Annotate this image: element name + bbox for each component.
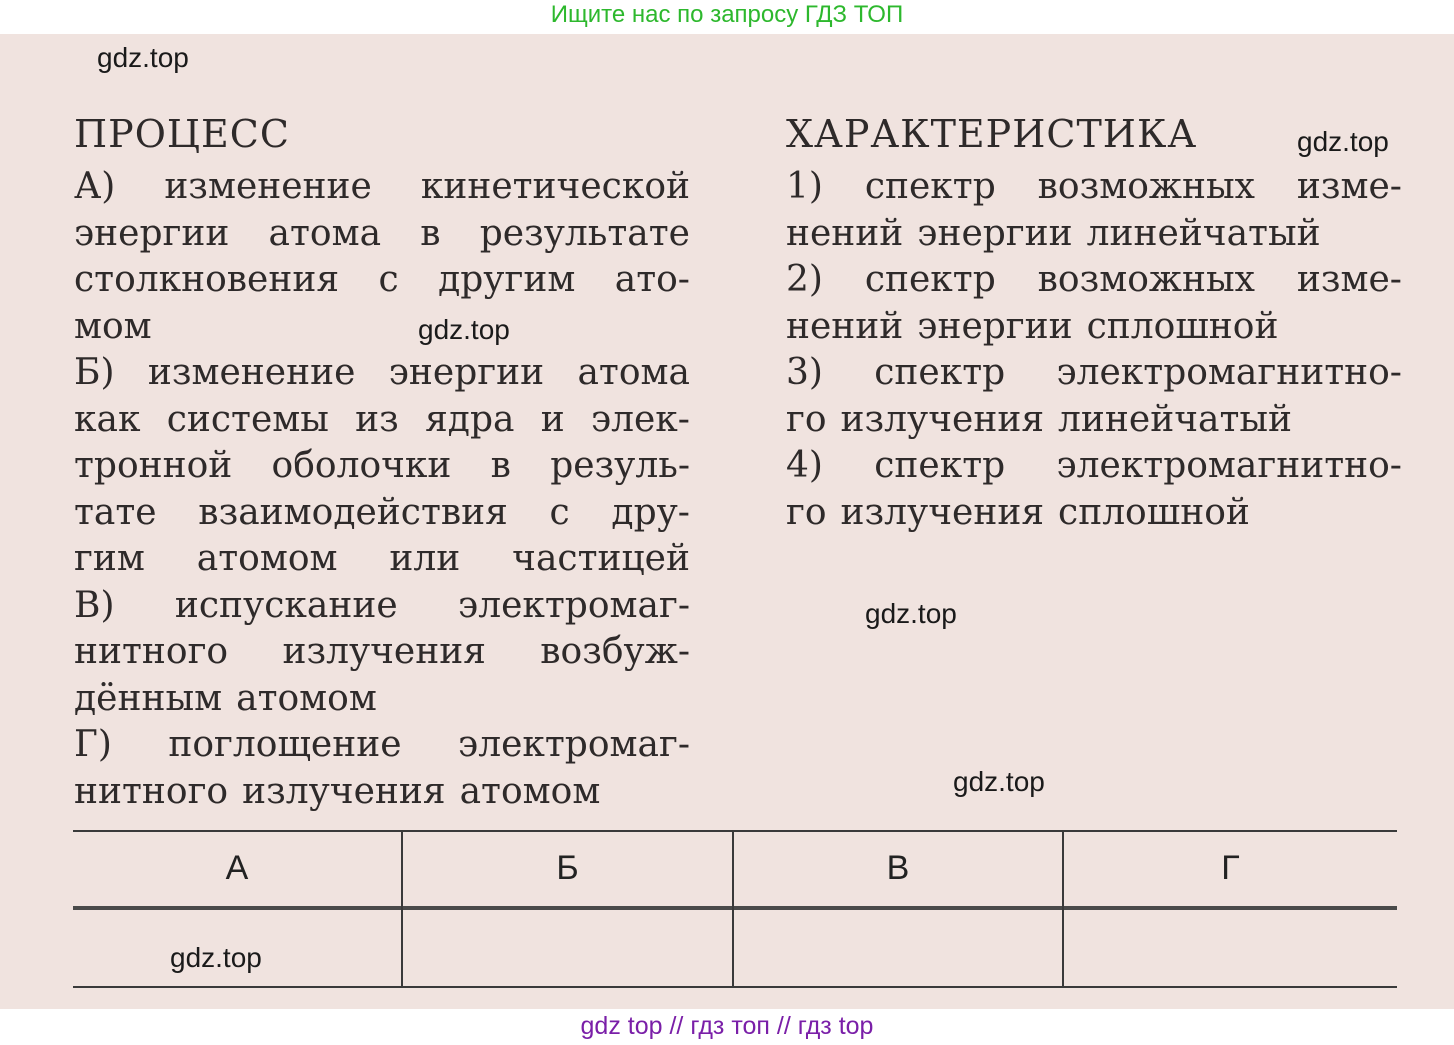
characteristic-word: возможных [1037, 259, 1255, 300]
characteristic-word: линейчатый [1086, 212, 1321, 254]
process-line [74, 164, 690, 211]
process-line [74, 350, 690, 397]
top-banner [0, 0, 1454, 34]
process-line [74, 211, 690, 258]
watermark: gdz.top [1297, 126, 1389, 157]
characteristic-column [786, 104, 1402, 536]
watermark: gdz.top [865, 598, 957, 629]
process-word: с [378, 259, 399, 300]
characteristic-line [786, 164, 1402, 211]
characteristic-line [786, 397, 1402, 444]
answer-cell-v[interactable] [734, 910, 1062, 986]
process-word: тронной [74, 445, 233, 486]
table-header-a: А [225, 848, 249, 887]
answer-table [73, 830, 1397, 988]
process-word: атома [268, 212, 382, 254]
characteristic-word: го [786, 398, 827, 440]
process-line [74, 257, 690, 304]
characteristic-header: ХАРАКТЕРИСТИКА [786, 112, 1198, 156]
characteristic-word: спектр [874, 352, 1006, 393]
watermark: gdz.top [170, 942, 262, 973]
process-text [74, 164, 690, 815]
characteristic-word: нений [786, 212, 904, 254]
process-word: взаимодействия [198, 491, 508, 533]
process-word: Б) [74, 352, 115, 393]
process-word: дру- [611, 491, 690, 533]
process-word: атомом [236, 677, 377, 719]
process-line [74, 769, 690, 816]
characteristic-word: 3) [786, 352, 823, 393]
process-word: поглощение [168, 724, 402, 765]
bottom-banner [0, 1009, 1454, 1045]
characteristic-word: изме- [1296, 259, 1402, 300]
answer-cell-g[interactable] [1064, 910, 1397, 986]
characteristic-word: энергии [917, 212, 1073, 254]
table-header-v: В [886, 848, 910, 887]
process-word: оболочки [271, 445, 452, 486]
process-word: В) [74, 584, 115, 626]
process-word: резуль- [550, 445, 690, 486]
process-line [74, 536, 690, 583]
process-word: кинетической [420, 166, 690, 207]
characteristic-word: 2) [786, 259, 823, 300]
process-word: и [540, 398, 565, 440]
process-word: ядра [425, 398, 515, 440]
process-word: Г) [74, 724, 112, 765]
process-word: атомом [459, 770, 601, 812]
process-word: атомом [196, 538, 338, 579]
process-word: энергии [74, 212, 230, 254]
table-header-g: Г [1221, 848, 1240, 887]
watermark: gdz.top [97, 42, 189, 73]
process-line [74, 722, 690, 769]
characteristic-word: 4) [786, 445, 823, 486]
characteristic-word: энергии [917, 305, 1073, 347]
characteristic-word: линейчатый [1058, 398, 1293, 440]
process-line [74, 443, 690, 490]
process-word: излучения [242, 770, 446, 812]
process-word: в [490, 445, 511, 486]
process-line [74, 583, 690, 630]
process-word: гим [74, 538, 145, 579]
process-word: дённым [74, 677, 223, 719]
process-word: в [420, 212, 441, 254]
process-word: элек- [590, 398, 690, 440]
characteristic-word: излучения [840, 491, 1045, 533]
process-word: другим [438, 259, 576, 300]
process-word: нитного [74, 631, 229, 672]
characteristic-word: возможных [1037, 166, 1255, 207]
process-word: А) [74, 166, 116, 207]
process-word: излучения [282, 631, 486, 672]
characteristic-word: 1) [786, 166, 823, 207]
process-word: энергии [388, 352, 545, 393]
characteristic-line [786, 443, 1402, 490]
process-word: изменение [164, 166, 372, 207]
characteristic-line [786, 350, 1402, 397]
watermark: gdz.top [418, 314, 510, 345]
characteristic-word: го [786, 491, 827, 533]
process-word: электромаг- [458, 724, 690, 765]
process-word: тате [74, 491, 157, 533]
process-line [74, 676, 690, 723]
characteristic-word: изме- [1296, 166, 1402, 207]
process-word: столкновения [74, 259, 340, 300]
characteristic-word: излучения [840, 398, 1045, 440]
characteristic-line [786, 490, 1402, 537]
characteristic-line [786, 257, 1402, 304]
characteristic-text [786, 164, 1402, 536]
textbook-scan [0, 34, 1454, 1009]
process-word: испускание [174, 584, 398, 626]
process-word: нитного [74, 770, 229, 812]
process-word: мом [74, 305, 152, 347]
process-word: изменение [147, 352, 356, 393]
characteristic-word: электромагнитно- [1056, 445, 1402, 486]
bottom-banner-text: gdz top // гдз топ // гдз top [580, 1012, 874, 1040]
process-word: частицей [512, 538, 690, 579]
process-word: ато- [614, 259, 690, 300]
process-line [74, 397, 690, 444]
top-banner-text: Ищите нас по запросу ГДЗ ТОП [550, 1, 904, 28]
characteristic-word: сплошной [1058, 491, 1250, 533]
characteristic-word: сплошной [1086, 305, 1279, 347]
process-word: возбуж- [540, 631, 690, 672]
process-header: ПРОЦЕСС [74, 112, 290, 156]
answer-cell-b[interactable] [403, 910, 732, 986]
characteristic-line [786, 211, 1402, 258]
characteristic-word: электромагнитно- [1056, 352, 1402, 393]
process-word: результате [479, 212, 690, 254]
process-word: или [389, 538, 461, 579]
characteristic-word: нений [786, 305, 904, 347]
process-line [74, 629, 690, 676]
characteristic-word: спектр [874, 445, 1006, 486]
process-column [74, 104, 690, 815]
process-word: атома [577, 352, 690, 393]
process-line [74, 490, 690, 537]
watermark: gdz.top [953, 766, 1045, 797]
process-line [74, 304, 690, 351]
process-word: из [355, 398, 399, 440]
process-word: системы [166, 398, 329, 440]
process-word: с [549, 491, 570, 533]
characteristic-word: спектр [864, 166, 996, 207]
table-bottom-border [73, 986, 1397, 988]
table-header-b: Б [556, 848, 579, 887]
process-word: как [74, 398, 141, 440]
characteristic-line [786, 304, 1402, 351]
characteristic-word: спектр [864, 259, 996, 300]
process-word: электромаг- [458, 584, 690, 626]
